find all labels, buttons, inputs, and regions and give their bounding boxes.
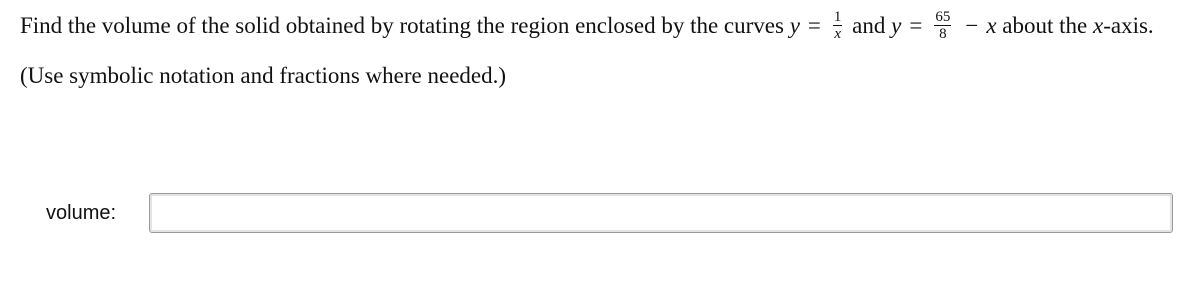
equals-sign: = [909, 13, 923, 38]
equals-sign: = [807, 13, 821, 38]
instruction-note: (Use symbolic notation and fractions where needed.) [20, 63, 507, 88]
fraction-numerator: 65 [935, 9, 951, 26]
fraction-one-over-x [833, 10, 843, 41]
y-variable: y [789, 13, 800, 38]
fraction-numerator: 1 [833, 9, 842, 26]
fraction-denominator: 8 [939, 26, 947, 43]
fraction-denominator: x [834, 26, 841, 43]
minus-sign: − [965, 13, 979, 38]
question-text [20, 10, 1195, 43]
fraction-65-over-8 [934, 10, 951, 41]
about-the-text: about the [1002, 13, 1088, 38]
volume-label: volume: [46, 202, 117, 224]
axis-variable: x [1092, 13, 1104, 38]
volume-input[interactable] [149, 193, 1173, 233]
and-word: and [852, 13, 886, 38]
question-prefix: Find the volume of the solid obtained by rotating the region enclosed by the curves [20, 13, 784, 38]
y-variable: y [891, 13, 902, 38]
x-variable: x [986, 13, 997, 38]
axis-suffix: -axis. [1103, 13, 1154, 38]
